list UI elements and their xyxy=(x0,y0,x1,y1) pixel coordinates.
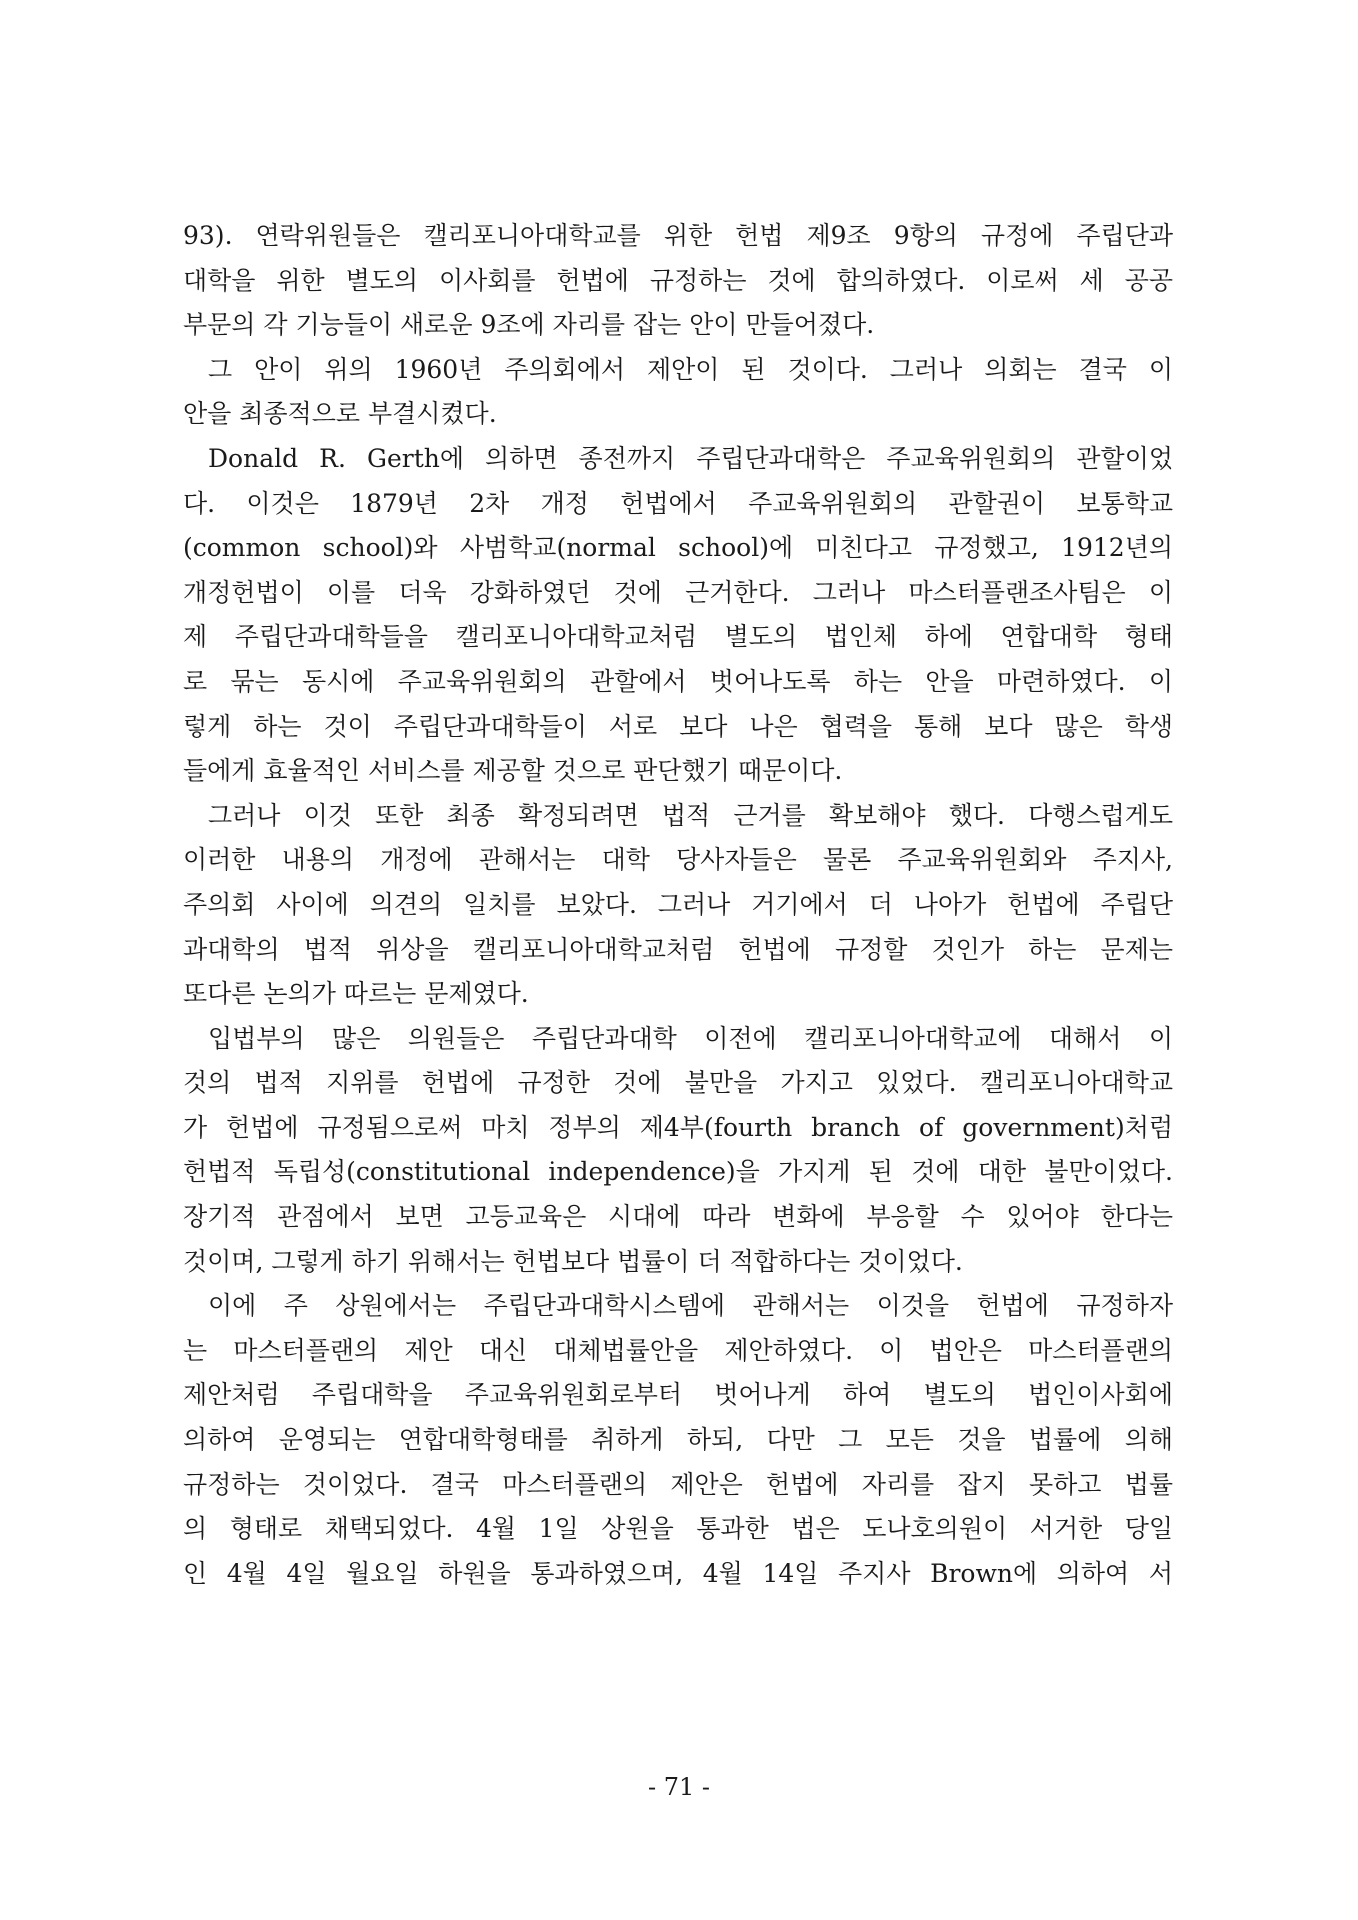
text-line: 것이며, 그렇게 하기 위해서는 헌법보다 법률이 더 적합하다는 것이었다. xyxy=(183,1246,963,1276)
paragraph-start-line: 그 안이 위의 1960년 주의회에서 제안이 된 것이다. 그러나 의회는 결국 이 xyxy=(208,354,1173,384)
text-line: 의 형태로 채택되었다. 4월 1일 상원을 통과한 법은 도나호의원이 서거한 당일 xyxy=(183,1514,1173,1544)
text-line: 인 4월 4일 월요일 하원을 통과하였으며, 4월 14일 주지사 Brown에 의하여 서 xyxy=(183,1558,1173,1588)
text-line: 로 묶는 동시에 주교육위원회의 관할에서 벗어나도록 하는 안을 마련하였다. 이 xyxy=(183,666,1173,696)
text-line: 렇게 하는 것이 주립단과대학들이 서로 보다 나은 협력을 통해 보다 많은 학생 xyxy=(183,711,1173,741)
paragraph-start-line: Donald R. Gerth에 의하면 종전까지 주립단과대학은 주교육위원회의 관할이었 xyxy=(208,443,1173,473)
text-line: 개정헌법이 이를 더욱 강화하였던 것에 근거한다. 그러나 마스터플랜조사팀은 이 xyxy=(183,577,1173,607)
text-line: 93). 연락위원들은 캘리포니아대학교를 위한 헌법 제9조 9항의 규정에 주립단과 xyxy=(183,221,1173,250)
paragraph-start-line: 입법부의 많은 의원들은 주립단과대학 이전에 캘리포니아대학교에 대해서 이 xyxy=(208,1023,1173,1053)
text-line: 장기적 관점에서 보면 고등교육은 시대에 따라 변화에 부응할 수 있어야 한다는 xyxy=(183,1202,1173,1232)
text-line: 헌법적 독립성(constitutional independence)을 가지게 된 것에 대한 불만이었다. xyxy=(183,1157,1173,1187)
text-line: 는 마스터플랜의 제안 대신 대체법률안을 제안하였다. 이 법안은 마스터플랜의 xyxy=(183,1335,1173,1365)
text-line: (common school)와 사범학교(normal school)에 미친다고 규정했고, 1912년의 xyxy=(183,533,1173,563)
text-line: 들에게 효율적인 서비스를 제공할 것으로 판단했기 때문이다. xyxy=(183,756,843,786)
text-line: 제 주립단과대학들을 캘리포니아대학교처럼 별도의 법인체 하에 연합대학 형태 xyxy=(183,622,1173,652)
text-line: 규정하는 것이었다. 결국 마스터플랜의 제안은 헌법에 자리를 잡지 못하고 법률 xyxy=(183,1469,1173,1499)
paragraph-start-line: 이에 주 상원에서는 주립단과대학시스템에 관해서는 이것을 헌법에 규정하자 xyxy=(208,1291,1173,1321)
text-line: 다. 이것은 1879년 2차 개정 헌법에서 주교육위원회의 관할권이 보통학교 xyxy=(183,488,1173,518)
text-line: 의하여 운영되는 연합대학형태를 취하게 하되, 다만 그 모든 것을 법률에 의해 xyxy=(183,1425,1173,1455)
text-line: 안을 최종적으로 부결시켰다. xyxy=(183,399,497,429)
page-number: - 71 - xyxy=(647,1773,710,1801)
text-line: 부문의 각 기능들이 새로운 9조에 자리를 잡는 안이 만들어졌다. xyxy=(183,310,875,340)
text-line: 것의 법적 지위를 헌법에 규정한 것에 불만을 가지고 있었다. 캘리포니아대학교 xyxy=(183,1068,1173,1098)
text-line: 제안처럼 주립대학을 주교육위원회로부터 벗어나게 하여 별도의 법인이사회에 xyxy=(183,1380,1173,1410)
text-line: 과대학의 법적 위상을 캘리포니아대학교처럼 헌법에 규정할 것인가 하는 문제는 xyxy=(183,934,1173,964)
text-line: 이러한 내용의 개정에 관해서는 대학 당사자들은 물론 주교육위원회와 주지사, xyxy=(183,845,1173,875)
paragraph-start-line: 그러나 이것 또한 최종 확정되려면 법적 근거를 확보해야 했다. 다행스럽게도 xyxy=(208,800,1173,830)
text-line: 주의회 사이에 의견의 일치를 보았다. 그러나 거기에서 더 나아가 헌법에 주립단 xyxy=(183,889,1173,919)
text-line: 대학을 위한 별도의 이사회를 헌법에 규정하는 것에 합의하였다. 이로써 세 공공 xyxy=(183,265,1173,295)
text-line: 또다른 논의가 따르는 문제였다. xyxy=(183,979,529,1009)
text-line: 가 헌법에 규정됨으로써 마치 정부의 제4부(fourth branch of government)처럼 xyxy=(183,1112,1173,1142)
document-body xyxy=(183,214,1173,1596)
